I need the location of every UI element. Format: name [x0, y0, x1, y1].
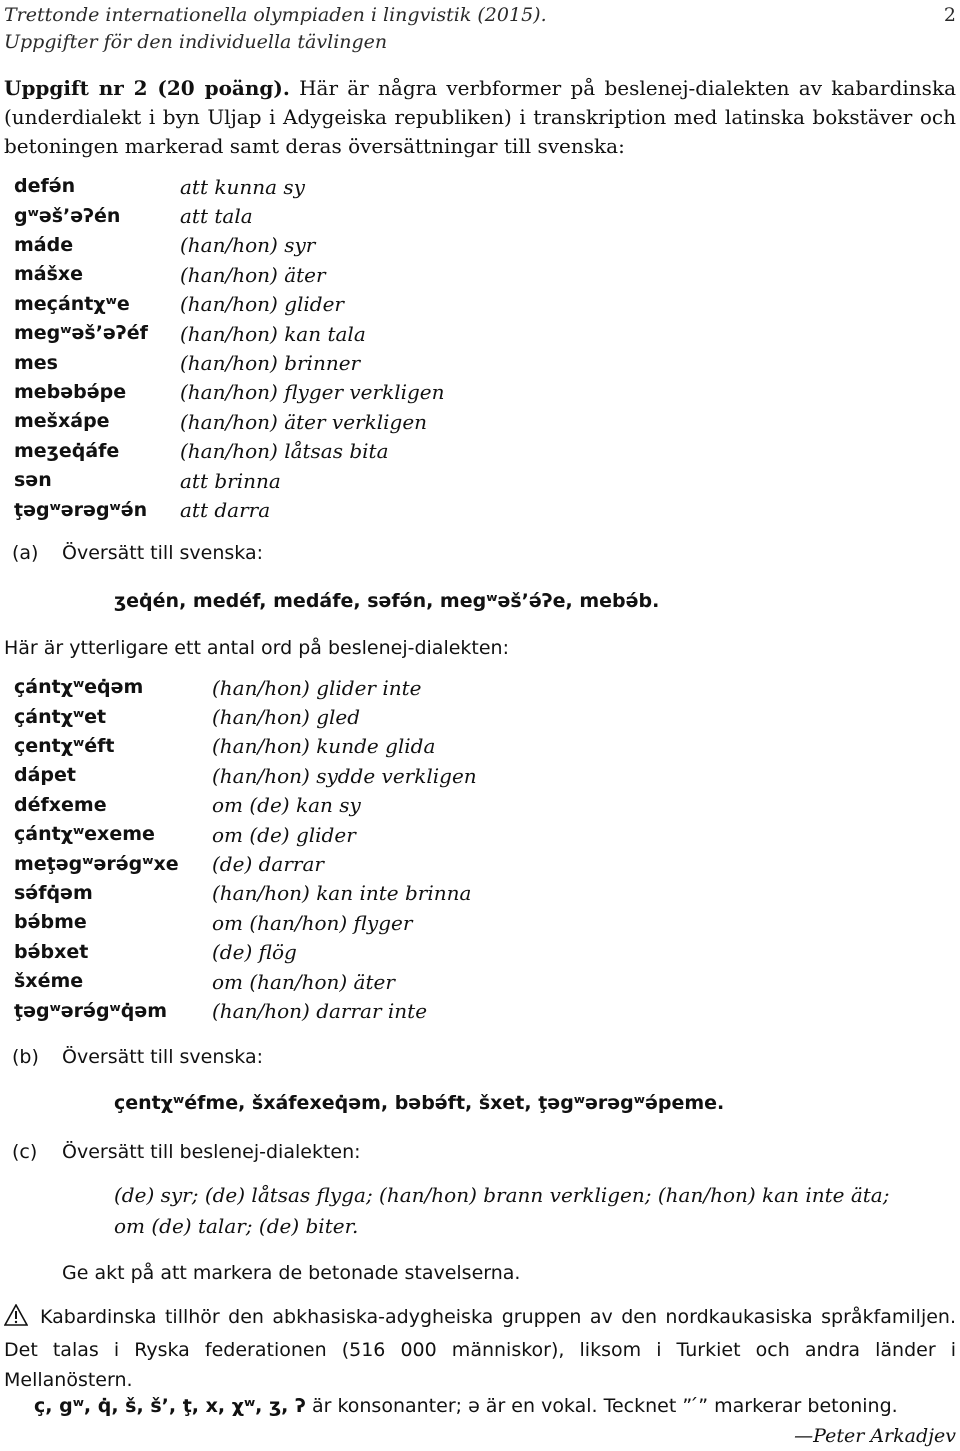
word-row: [14, 702, 477, 731]
more-words-intro: Här är ytterligare ett antal ord på beslenej-dialekten:: [4, 637, 509, 659]
word-row: [14, 466, 445, 495]
swedish-translation: (de) flög: [212, 940, 297, 965]
word-row: [14, 938, 477, 967]
swedish-translation: att tala: [180, 204, 253, 229]
beslenej-word: meʒeq̇áfe: [14, 439, 120, 462]
beslenej-word: meţəgʷərə́gʷxe: [14, 852, 179, 875]
swedish-translation: (de) darrar: [212, 852, 324, 877]
swedish-translation: (han/hon) darrar inte: [212, 998, 428, 1023]
beslenej-word: megʷəš’əʔéf: [14, 322, 148, 345]
stress-note: Ge akt på att markera de betonade stavelserna.: [62, 1262, 521, 1284]
task-c: [12, 1139, 361, 1164]
word-row: [14, 967, 477, 996]
beslenej-word: sən: [14, 469, 52, 492]
word-row: [14, 407, 445, 436]
page-number: 2: [943, 4, 956, 26]
word-row: [14, 201, 445, 230]
olympiad-title: Trettonde internationella olympiaden i lingvistik (2015).: [4, 4, 547, 26]
swedish-translation: (han/hon) brinner: [180, 351, 361, 376]
beslenej-word: máde: [14, 234, 74, 257]
consonant-list: ç, gʷ, q̇, š, š’, ţ, x, χʷ, ʒ, ʔ: [34, 1395, 306, 1417]
swedish-translation: (han/hon) låtsas bita: [180, 439, 389, 464]
word-row: [14, 231, 445, 260]
word-row: [14, 348, 445, 377]
swedish-translation: (han/hon) sydde verkligen: [212, 763, 477, 788]
task-instruction: Översätt till beslenej-dialekten:: [62, 1141, 361, 1163]
page-header: [4, 2, 956, 56]
beslenej-word: ţəgʷərə́gʷq̇əm: [14, 999, 168, 1022]
beslenej-word: défxeme: [14, 793, 107, 816]
word-row: [14, 437, 445, 466]
wordlist-2: [14, 673, 477, 1026]
language-note-text: Kabardinska tillhör den abkhasiska-adygheiska gruppen av den nordkaukasiska språkfamiljen. Det talas i Ryska federationen (516 000 människor), liksom i Turkiet och andra länder i Mellanöstern.: [4, 1306, 956, 1391]
wordlist-1: [14, 172, 445, 525]
beslenej-word: çántχʷet: [14, 705, 107, 728]
task-b-words: çentχʷéfme, šxáfexeq̇əm, bəbə́ft, šxet, ţəgʷərəgʷə́peme.: [114, 1092, 725, 1114]
problem-intro: [4, 74, 956, 161]
swedish-translation: (han/hon) kan inte brinna: [212, 881, 472, 906]
word-row: [14, 879, 477, 908]
task-label: (c): [12, 1141, 38, 1163]
task-c-line-1: (de) syr; (de) låtsas flyga; (han/hon) brann verkligen; (han/hon) kan inte äta;: [114, 1183, 890, 1207]
beslenej-word: bə́bme: [14, 911, 87, 934]
beslenej-word: mebəbə́pe: [14, 381, 127, 404]
swedish-translation: (han/hon) kan tala: [180, 321, 366, 346]
word-row: [14, 732, 477, 761]
task-c-line-2: om (de) talar; (de) biter.: [114, 1214, 359, 1238]
word-row: [14, 290, 445, 319]
beslenej-word: šxéme: [14, 970, 84, 993]
word-row: [14, 172, 445, 201]
author-signature: —Peter Arkadjev: [794, 1425, 956, 1447]
word-row: [14, 908, 477, 937]
word-row: [14, 319, 445, 348]
consonant-note: [4, 1391, 956, 1447]
task-instruction: Översätt till svenska:: [62, 542, 263, 564]
word-row: [14, 791, 477, 820]
word-row: [14, 378, 445, 407]
swedish-translation: att brinna: [180, 468, 281, 493]
beslenej-word: dápet: [14, 764, 76, 787]
problem-intro-text: Här är några verbformer på beslenej-dialekten av kabardinska (underdialekt i byn Uljap i Adygeiska republiken) i transkription med latinska bokstäver och betoningen markerad samt deras översättningar till svenska:: [4, 76, 956, 158]
word-row: [14, 820, 477, 849]
task-b: [12, 1044, 263, 1069]
task-c-phrases: [114, 1180, 934, 1242]
consonant-note-text: är konsonanter; ə är en vokal. Tecknet ” ́” markerar betoning.: [305, 1395, 898, 1417]
word-row: [14, 849, 477, 878]
beslenej-word: çántχʷeq̇əm: [14, 676, 144, 699]
beslenej-word: çentχʷéft: [14, 735, 115, 758]
word-row: [14, 673, 477, 702]
swedish-translation: (han/hon) syr: [180, 233, 316, 258]
beslenej-word: gʷəš’əʔén: [14, 204, 121, 227]
swedish-translation: om (de) kan sy: [212, 793, 361, 818]
swedish-translation: (han/hon) äter verkligen: [180, 409, 428, 434]
task-a-words: ʒeq̇én, medéf, medáfe, səfə́n, megʷəš’ə́ʔe, mebə́b.: [114, 590, 660, 612]
task-label: (b): [12, 1046, 39, 1068]
swedish-translation: (han/hon) glider: [180, 292, 344, 317]
beslenej-word: çántχʷexeme: [14, 823, 155, 846]
swedish-translation: om (han/hon) äter: [212, 969, 395, 994]
warning-icon: [4, 1304, 28, 1335]
olympiad-subtitle: Uppgifter för den individuella tävlingen: [4, 31, 388, 53]
beslenej-word: mešxápe: [14, 410, 110, 433]
beslenej-word: bə́bxet: [14, 940, 89, 963]
word-row: [14, 495, 445, 524]
swedish-translation: om (han/hon) flyger: [212, 910, 413, 935]
swedish-translation: om (de) glider: [212, 822, 356, 847]
swedish-translation: (han/hon) äter: [180, 262, 326, 287]
swedish-translation: (han/hon) gled: [212, 705, 361, 730]
beslenej-word: meçántχʷe: [14, 292, 130, 315]
task-label: (a): [12, 542, 39, 564]
beslenej-word: defə́n: [14, 175, 76, 198]
swedish-translation: (han/hon) glider inte: [212, 675, 422, 700]
swedish-translation: att kunna sy: [180, 174, 305, 199]
word-row: [14, 260, 445, 289]
swedish-translation: (han/hon) flyger verkligen: [180, 380, 445, 405]
swedish-translation: (han/hon) kunde glida: [212, 734, 436, 759]
beslenej-word: sə́fq̇əm: [14, 882, 93, 905]
task-a: [12, 540, 263, 565]
problem-title: Uppgift nr 2 (20 poäng).: [4, 76, 290, 100]
beslenej-word: mes: [14, 351, 58, 374]
word-row: [14, 761, 477, 790]
beslenej-word: mášxe: [14, 263, 84, 286]
task-instruction: Översätt till svenska:: [62, 1046, 263, 1068]
language-note: [4, 1302, 956, 1395]
beslenej-word: ţəgʷərəgʷə́n: [14, 498, 148, 521]
word-row: [14, 996, 477, 1025]
swedish-translation: att darra: [180, 497, 271, 522]
